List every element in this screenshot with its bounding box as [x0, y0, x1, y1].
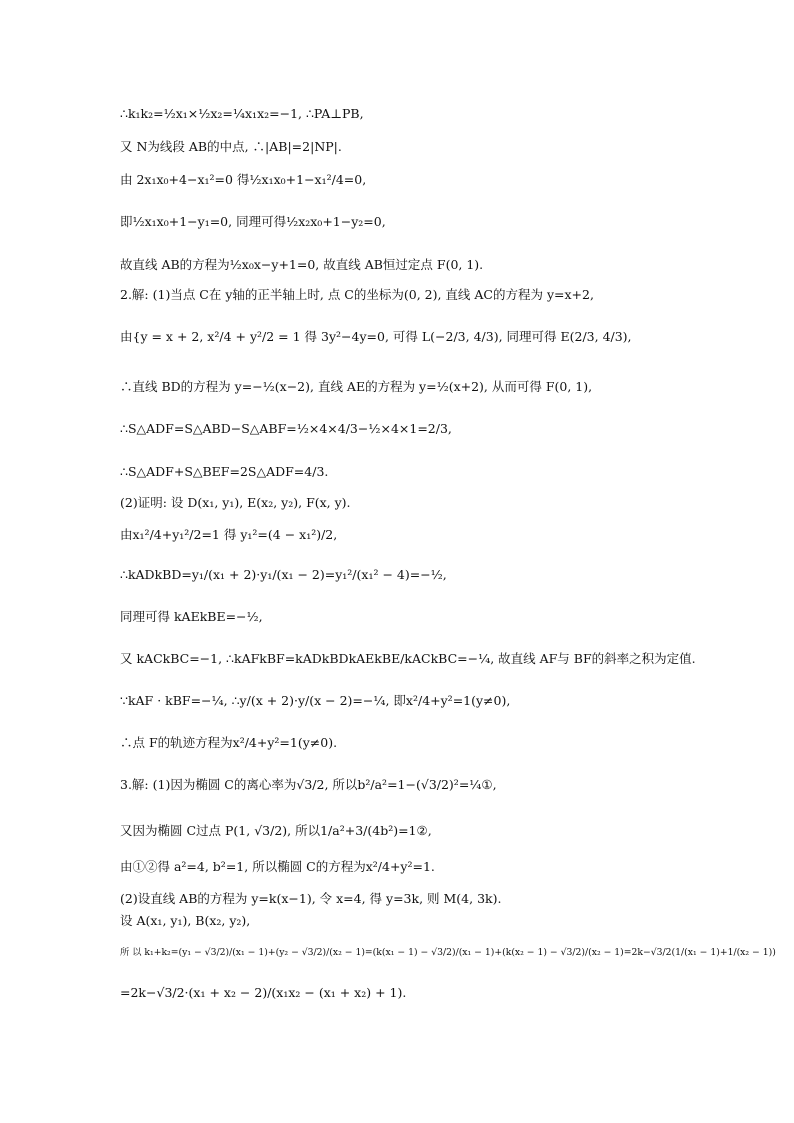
- text-line: ∴k₁k₂=½x₁×½x₂=¼x₁x₂=−1, ∴PA⊥PB,: [120, 106, 364, 121]
- text-line: 又 N为线段 AB的中点, ∴|AB|=2|NP|.: [120, 139, 342, 154]
- text-line: ∵kAF · kBF=−¼, ∴y/(x + 2)·y/(x − 2)=−¼, 即x²/4+y²=1(y≠0),: [120, 693, 511, 708]
- text-line: (2)证明: 设 D(x₁, y₁), E(x₂, y₂), F(x, y).: [120, 495, 351, 510]
- text-line: 同理可得 kAEkBE=−½,: [120, 609, 263, 624]
- text-line: ∴kADkBD=y₁/(x₁ + 2)·y₁/(x₁ − 2)=y₁²/(x₁² − 4)=−½,: [120, 567, 447, 582]
- text-line: 即½x₁x₀+1−y₁=0, 同理可得½x₂x₀+1−y₂=0,: [120, 214, 386, 229]
- text-line: ∴点 F的轨迹方程为x²/4+y²=1(y≠0).: [120, 735, 338, 750]
- text-line: ∴S△ADF+S△BEF=2S△ADF=4/3.: [120, 464, 329, 479]
- text-line: 由①②得 a²=4, b²=1, 所以椭圆 C的方程为x²/4+y²=1.: [120, 859, 435, 874]
- text-line: ∴S△ADF=S△ABD−S△ABF=½×4×4/3−½×4×1=2/3,: [120, 421, 452, 436]
- text-line: 3.解: (1)因为椭圆 C的离心率为√3/2, 所以b²/a²=1−(√3/2)²=¼①,: [120, 777, 497, 792]
- text-line: 由{y = x + 2, x²/4 + y²/2 = 1 得 3y²−4y=0, 可得 L(−2/3, 4/3), 同理可得 E(2/3, 4/3),: [120, 329, 632, 344]
- text-line: 又 kACkBC=−1, ∴kAFkBF=kADkBDkAEkBE/kACkBC=−¼, 故直线 AF与 BF的斜率之积为定值.: [120, 651, 696, 666]
- text-line: 又因为椭圆 C过点 P(1, √3/2), 所以1/a²+3/(4b²)=1②,: [120, 823, 432, 838]
- text-line: 故直线 AB的方程为½x₀x−y+1=0, 故直线 AB恒过定点 F(0, 1).: [120, 257, 484, 272]
- text-line: 由 2x₁x₀+4−x₁²=0 得½x₁x₀+1−x₁²/4=0,: [120, 172, 367, 187]
- text-line: (2)设直线 AB的方程为 y=k(x−1), 令 x=4, 得 y=3k, 则 M(4, 3k).: [120, 891, 502, 906]
- text-line: 设 A(x₁, y₁), B(x₂, y₂),: [120, 913, 251, 928]
- text-line: 由x₁²/4+y₁²/2=1 得 y₁²=(4 − x₁²)/2,: [120, 527, 338, 542]
- text-line: =2k−√3/2·(x₁ + x₂ − 2)/(x₁x₂ − (x₁ + x₂) + 1).: [120, 985, 407, 1000]
- text-line: 所 以 k₁+k₂=(y₁ − √3/2)/(x₁ − 1)+(y₂ − √3/2)/(x₂ − 1)=(k(x₁ − 1) − √3/2)/(x₁ − 1)+(k(x₂ − 1) − √3/2)/(x₂ − 1)=2k−√3/2(1/(x₁ − 1)+1/(x₂ − 1)): [120, 947, 776, 958]
- text-line: 2.解: (1)当点 C在 y轴的正半轴上时, 点 C的坐标为(0, 2), 直线 AC的方程为 y=x+2,: [120, 287, 594, 302]
- text-line: ∴直线 BD的方程为 y=−½(x−2), 直线 AE的方程为 y=½(x+2), 从而可得 F(0, 1),: [120, 379, 593, 394]
